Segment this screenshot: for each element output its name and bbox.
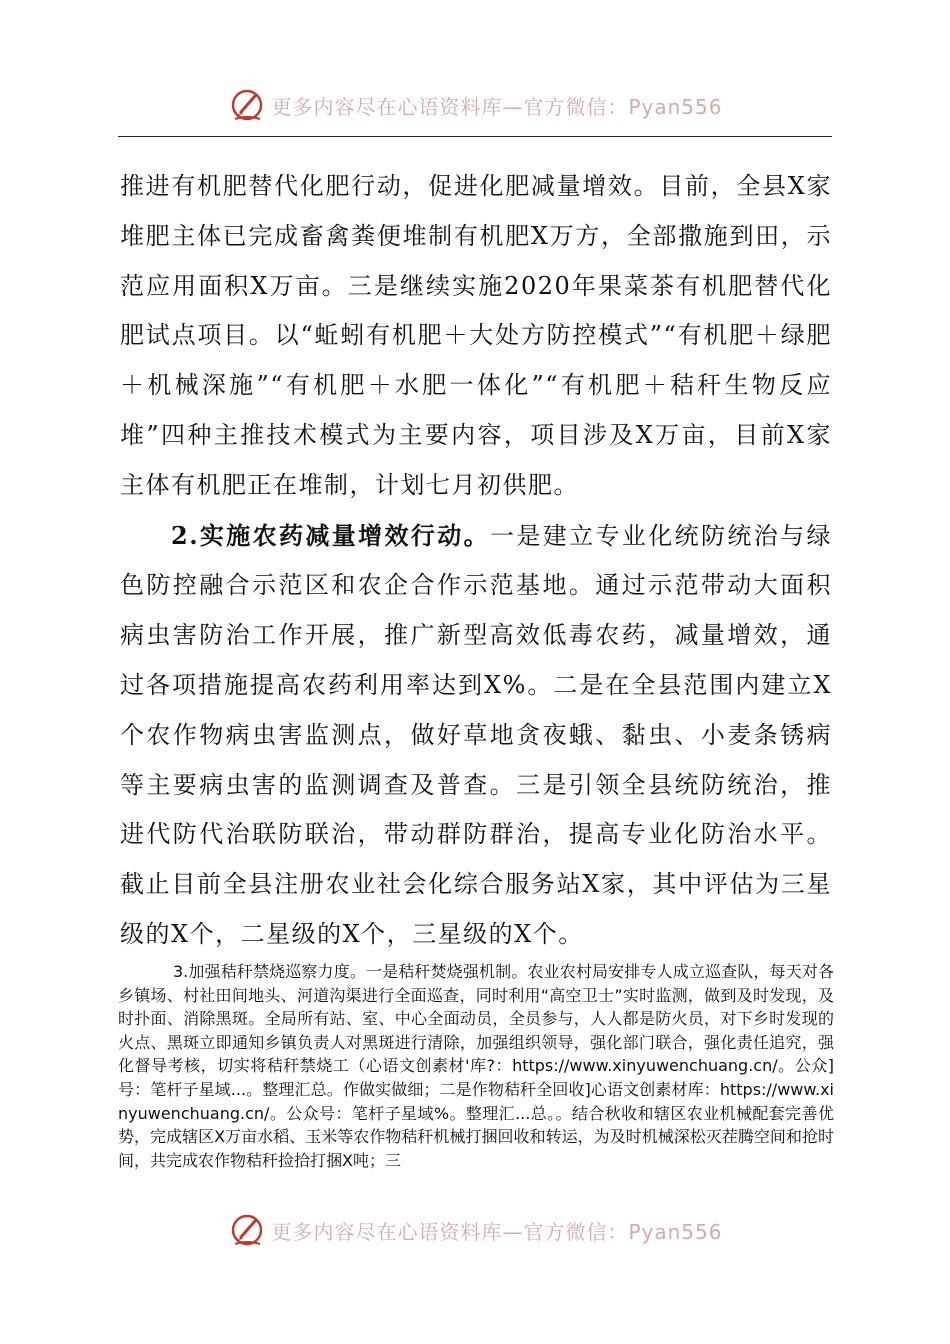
pen-logo-icon — [227, 1210, 267, 1250]
section-body: 一是建立专业化统防统治与绿色防控融合示范区和农企合作示范基地。通过示范带动大面积病虫害防治工作开展，推广新型高效低毒农药，减量增效，通过各项措施提高农药利用率达到X%。二是在全县范围内建立X个农作物病虫害监测点，做好草地贪夜蛾、黏虫、小麦条锈病等主要病虫害的监测调查及普查。三是引领全县统防统治，推进代防代治联防联治，带动群防群治，提高专业化防治水平。截止目前全县注册农业社会化综合服务站X家，其中评估为三星级的X个，二星级的X个，三星级的X个。 — [120, 521, 832, 948]
watermark-footer — [0, 1208, 950, 1252]
section-heading: 2.实施农药减量增效行动。 — [171, 520, 491, 550]
paragraph-organic-fertilizer: 推进有机肥替代化肥行动，促进化肥减量增效。目前，全县X家堆肥主体已完成畜禽粪便堆制有机肥X万方，全部撒施到田，示范应用面积X万亩。三是继续实施2020年果菜茶有机肥替代化肥试点项目。以“蚯蚓有机肥＋大处方防控模式”“有机肥＋绿肥＋机械深施”“有机肥＋水肥一体化”“有机肥＋秸秆生物反应堆”四种主推技术模式为主要内容，项目涉及X万亩，目前X家主体有机肥正在堆制，计划七月初供肥。 — [120, 172, 832, 499]
pen-logo-icon — [227, 85, 267, 125]
watermark-header — [0, 83, 950, 127]
watermark-text: 更多内容尽在心语资料库—官方微信：Pyan556 — [271, 94, 723, 119]
document-body — [120, 162, 832, 960]
watermark-text: 更多内容尽在心语资料库—官方微信：Pyan556 — [271, 1219, 723, 1244]
paragraph-straw-burning: 3.加强秸秆禁烧巡察力度。一是秸秆焚烧强机制。农业农村局安排专人成立巡查队，每天对各乡镇场、村社田间地头、河道沟渠进行全面巡查，同时利用“高空卫士”实时监测，做到及时发现，及时扑面、消除黑斑。全局所有站、室、中心全面动员，全员参与，人人都是防火员，对下乡时发现的火点、黑斑立即通知乡镇负责人对黑斑进行清除，加强组织领导，强化部门联合，强化责任追究，强化督导考核，切实将秸秆禁烧工（心语文创素材'库?：https://www.xinyuwenchuang.cn/。公众]号：笔杆子星域...。整理汇总。作做实做细；二是作物秸秆全回收]心语文创素材库：https://www.xinyuwenchuang.cn/。公众号：笔杆子星域%。整理汇...总。。结合秋收和辖区农业机械配套完善优势，完成辖区X万亩水稻、玉米等农作物秸秆机械打捆回收和转运，为及时机械深松灭茬腾空间和抢时间，共完成农作物秸秆捡拾打捆X吨；三 — [118, 962, 834, 1170]
header-divider — [118, 136, 832, 137]
paragraph-pesticide-reduction — [120, 511, 832, 960]
